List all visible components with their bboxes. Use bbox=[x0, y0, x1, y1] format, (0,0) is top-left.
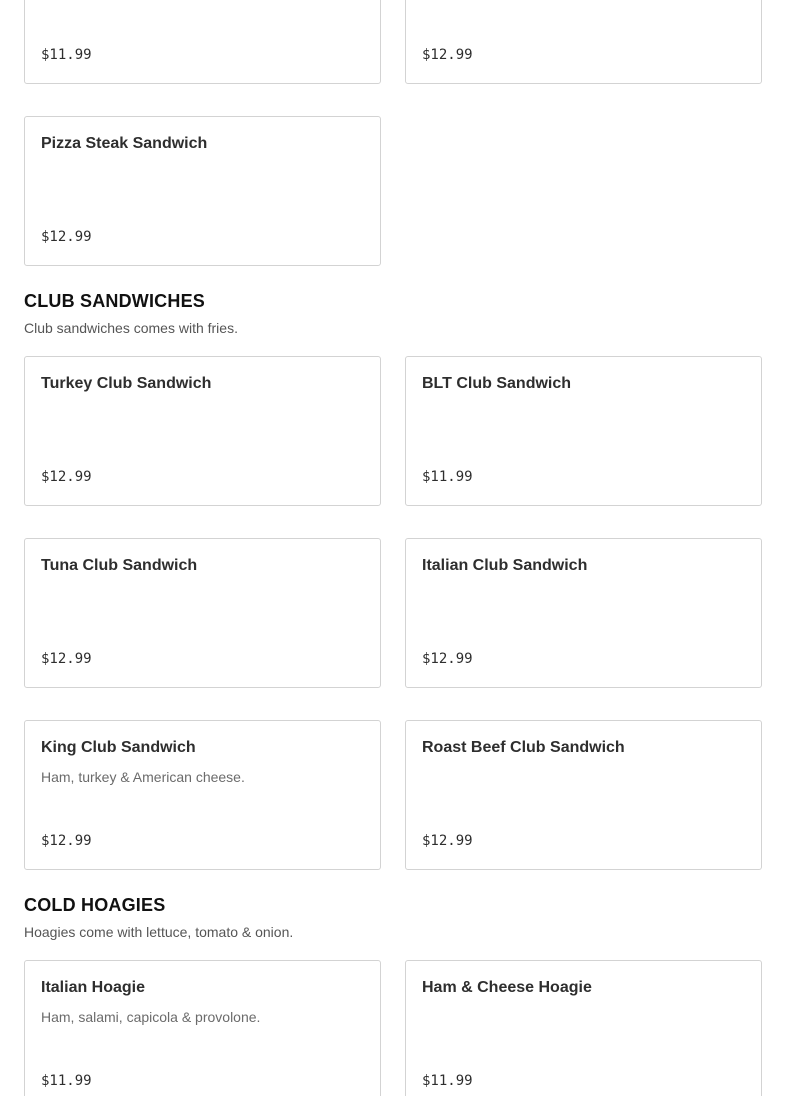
menu-item-card[interactable] bbox=[24, 116, 381, 266]
menu-item-price: $12.99 bbox=[41, 469, 92, 485]
menu-item-description: Ham, turkey & American cheese. bbox=[41, 769, 245, 785]
menu-item-price: $12.99 bbox=[422, 47, 473, 63]
menu-item-card[interactable] bbox=[24, 538, 381, 688]
menu-item-price: $12.99 bbox=[422, 833, 473, 849]
menu-item-card[interactable] bbox=[24, 720, 381, 870]
section-title: CLUB SANDWICHES bbox=[24, 291, 205, 311]
menu-item-name: Ham & Cheese Hoagie bbox=[422, 979, 592, 996]
section-title: COLD HOAGIES bbox=[24, 895, 166, 915]
menu-item-name: Roast Beef Club Sandwich bbox=[422, 739, 625, 756]
menu-item-name: BLT Club Sandwich bbox=[422, 375, 572, 392]
menu-item-card[interactable] bbox=[405, 538, 762, 688]
menu-item-card[interactable] bbox=[405, 720, 762, 870]
menu-item-card[interactable] bbox=[24, 0, 381, 84]
menu-item-card[interactable] bbox=[405, 356, 762, 506]
menu-item-card[interactable] bbox=[24, 960, 381, 1096]
section-description: Club sandwiches comes with fries. bbox=[24, 320, 238, 336]
menu-item-price: $12.99 bbox=[41, 229, 92, 245]
menu-item-name: Italian Club Sandwich bbox=[422, 557, 588, 574]
menu-item-name: Pizza Steak Sandwich bbox=[41, 135, 208, 152]
menu-item-card[interactable] bbox=[405, 960, 762, 1096]
menu-item-price: $12.99 bbox=[41, 651, 92, 667]
menu-item-description: Ham, salami, capicola & provolone. bbox=[41, 1009, 261, 1025]
menu-item-price: $12.99 bbox=[41, 833, 92, 849]
menu-item-price: $11.99 bbox=[41, 1073, 92, 1089]
menu-item-price: $11.99 bbox=[41, 47, 92, 63]
menu-item-name: Turkey Club Sandwich bbox=[41, 375, 212, 392]
menu-item-card[interactable] bbox=[24, 356, 381, 506]
menu-item-price: $12.99 bbox=[422, 651, 473, 667]
menu-item-price: $11.99 bbox=[422, 1073, 473, 1089]
section-description: Hoagies come with lettuce, tomato & onion. bbox=[24, 924, 294, 940]
menu-item-price: $11.99 bbox=[422, 469, 473, 485]
menu-item-name: Italian Hoagie bbox=[41, 979, 146, 996]
menu-item-card[interactable] bbox=[405, 0, 762, 84]
menu-item-name: King Club Sandwich bbox=[41, 739, 196, 756]
menu-item-name: Tuna Club Sandwich bbox=[41, 557, 198, 574]
